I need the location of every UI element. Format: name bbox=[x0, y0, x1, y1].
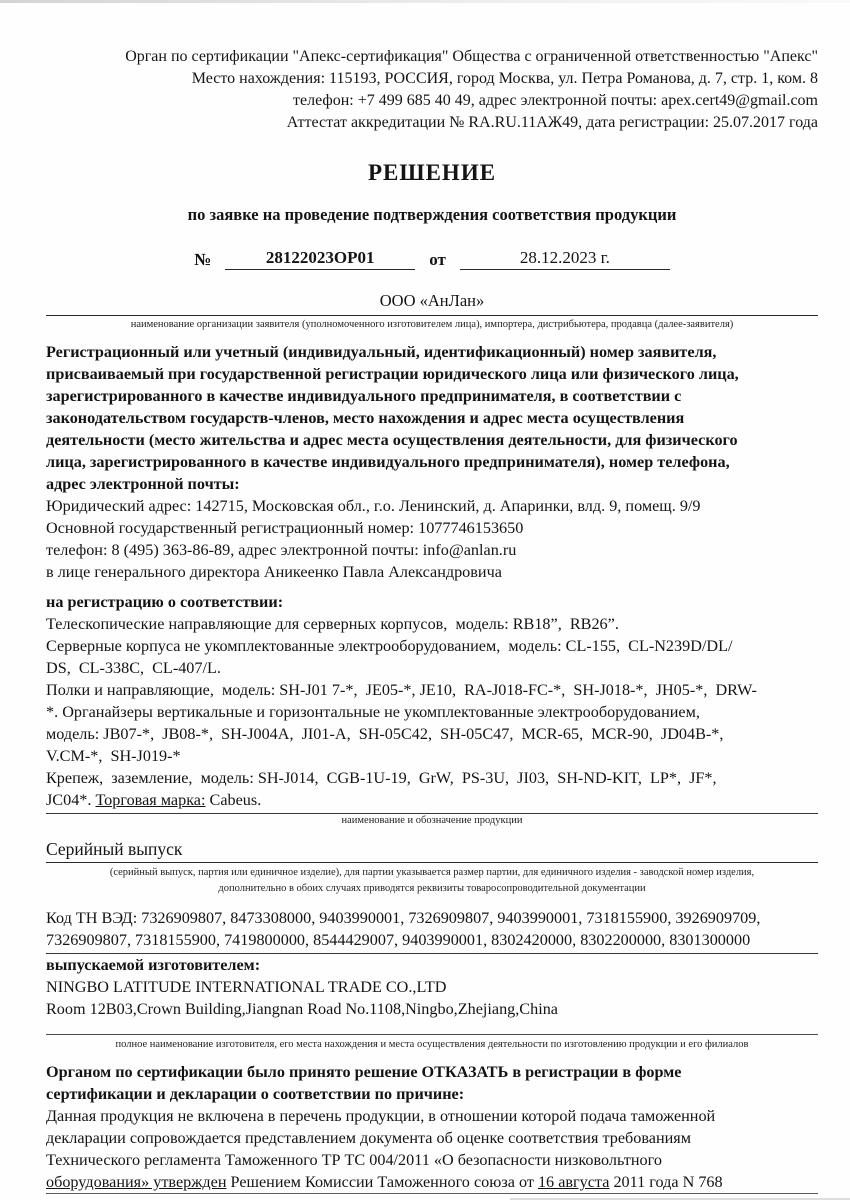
applicant-legal-address: Юридический адрес: 142715, Московская обл., г.о. Ленинский, д. Апаринки, влд. 9, помещ. 9/9 bbox=[46, 497, 701, 515]
registration-info-line: лица, зарегистрированного в качестве индивидуального предпринимателя), номер телефона, bbox=[46, 453, 730, 471]
certification-body-header bbox=[46, 46, 818, 134]
tnved-codes-block bbox=[46, 907, 818, 954]
reason-commission-text: Решением Комиссии Таможенного союза от bbox=[226, 1173, 538, 1191]
product-line: *. Органайзеры вертикальные и горизонтальные не укомплектованные электрооборудованием, bbox=[46, 703, 700, 721]
date-from-label: от bbox=[429, 250, 446, 269]
number-sign-label: № bbox=[194, 250, 212, 269]
serial-release-caption-line: (серийный выпуск, партия или единичное изделие), для партии указывается размер партии, для единичного изделия - заводской номер изделия, bbox=[109, 867, 755, 878]
decision-statement bbox=[46, 1061, 818, 1105]
decision-statement-line: Органом по сертификации было принято решение ОТКАЗАТЬ в регистрации в форме bbox=[46, 1063, 682, 1081]
document-subtitle: по заявке на проведение подтверждения соответствия продукции bbox=[187, 205, 677, 224]
registration-info-line: адрес электронной почты: bbox=[46, 475, 240, 493]
applicant-name: ООО «АнЛан» bbox=[46, 290, 818, 316]
scan-artifact-top bbox=[0, 0, 850, 3]
registration-info-line: присваиваемый при государственной регистрации юридического лица или физического лица, bbox=[46, 365, 739, 383]
manufacturer-caption: полное наименование изготовителя, его места нахождения и места осуществления деятельности по изготовлению продукции и его филиалов bbox=[115, 1039, 749, 1050]
applicant-director: в лице генерального директора Аникеенко Павла Александровича bbox=[46, 563, 502, 581]
reason-regulation-ref: оборудования» утвержден bbox=[46, 1173, 227, 1191]
registration-request-heading: на регистрацию о соответствии: bbox=[46, 593, 284, 611]
trademark-label: Торговая марка: bbox=[95, 791, 206, 809]
certification-body-phone-email: телефон: +7 499 685 40 49, адрес электронной почты: apex.cert49@gmail.com bbox=[293, 92, 818, 109]
tnved-codes-line: Код ТН ВЭД: 7326909807, 8473308000, 9403990001, 7326909807, 9403990001, 7318155900, 3926909709, bbox=[46, 909, 761, 927]
product-line: V.CM-*, SH-J019-* bbox=[46, 747, 181, 765]
decision-reason-line: Данная продукция не включена в перечень продукции, в отношении которой подача таможенной bbox=[46, 1107, 716, 1125]
manufacturer-address: Room 12B03,Crown Building,Jiangnan Road No.1108,Ningbo,Zhejiang,China bbox=[46, 1000, 558, 1018]
registration-info-line: законодательством государств-членов, место нахождения и адрес места осуществления bbox=[46, 409, 685, 427]
product-model-code: JC04*. bbox=[46, 791, 96, 809]
document-title: РЕШЕНИЕ bbox=[367, 160, 497, 185]
product-caption: наименование и обозначение продукции bbox=[341, 815, 523, 826]
applicant-ogrn: Основной государственный регистрационный номер: 1077746153650 bbox=[46, 519, 524, 537]
applicant-phone-email: телефон: 8 (495) 363-86-89, адрес электронной почты: info@anlan.ru bbox=[46, 541, 517, 559]
manufacturer-section bbox=[46, 954, 818, 1051]
decision-number-row bbox=[46, 244, 818, 270]
applicant-section bbox=[46, 290, 818, 331]
registration-info-line: Регистрационный или учетный (индивидуальный, идентификационный) номер заявителя, bbox=[46, 343, 717, 361]
serial-release-heading: Серийный выпуск bbox=[46, 837, 818, 863]
decision-reason-line: Технического регламента Таможенного ТР ТС 004/2011 «О безопасности низковольтного bbox=[46, 1151, 662, 1169]
certification-body-accreditation: Аттестат аккредитации № RA.RU.11АЖ49, дата регистрации: 25.07.2017 года bbox=[286, 114, 818, 131]
product-line: Телескопические направляющие для серверных корпусов, модель: RB18”, RB26”. bbox=[46, 615, 619, 633]
manufacturer-rule-line bbox=[46, 1034, 818, 1035]
manufacturer-heading: выпускаемой изготовителем: bbox=[46, 956, 261, 974]
product-line: Крепеж, заземление, модель: SH-J014, CGB-1U-19, GrW, PS-3U, JI03, SH-ND-KIT, LP*, JF*, bbox=[46, 769, 717, 787]
decision-reason-line: декларации сопровождается представлением документа об оценке соответствия требованиям bbox=[46, 1129, 691, 1147]
certification-body-location: Место нахождения: 115193, РОССИЯ, город Москва, ул. Петра Романова, д. 7, стр. 1, ком. 8 bbox=[191, 70, 818, 87]
applicant-details bbox=[46, 495, 818, 583]
tnved-codes-line: 7326909807, 7318155900, 7419800000, 8544429007, 9403990001, 8302420000, 8302200000, 8301300000 bbox=[46, 931, 751, 949]
decision-statement-line: сертификации и декларации о соответствии по причине: bbox=[46, 1085, 465, 1103]
product-line: DS, CL-338C, CL-407/L. bbox=[46, 659, 221, 677]
product-trademark-line bbox=[46, 789, 818, 811]
applicant-caption: наименование организации заявителя (уполномоченного изготовителем лица), импортера, дистрибьютера, продавца (далее-заявителя) bbox=[130, 319, 734, 330]
certification-body-name: Орган по сертификации "Апекс-сертификация" Общества с ограниченной ответственностью "Апекс" bbox=[125, 48, 818, 65]
decision-number-value: 28122023ОР01 bbox=[225, 248, 415, 270]
registration-info-paragraph bbox=[46, 341, 818, 495]
trademark-value: Cabeus. bbox=[205, 791, 262, 809]
decision-reason bbox=[46, 1105, 818, 1194]
manufacturer-name: NINGBO LATITUDE INTERNATIONAL TRADE CO.,LTD bbox=[46, 978, 447, 996]
product-line: Серверные корпуса не укомплектованные электрооборудованием, модель: CL-155, CL-N239D/DL/ bbox=[46, 637, 733, 655]
reason-doc-number: 2011 года N 768 bbox=[609, 1173, 723, 1191]
product-line: Полки и направляющие, модель: SH-J01 7-*, JE05-*, JE10, RA-J018-FC-*, SH-J018-*, JH05-*, DRW- bbox=[46, 681, 757, 699]
product-description-block bbox=[46, 613, 818, 814]
decision-reason-last-line bbox=[46, 1171, 818, 1194]
serial-release-section bbox=[46, 837, 818, 895]
registration-info-line: зарегистрированного в качестве индивидуального предпринимателя, в соответствии с bbox=[46, 387, 682, 405]
serial-release-caption-line: дополнительно в обоих случаях приводятся реквизиты товаросопроводительной документации bbox=[218, 883, 646, 894]
product-line: модель: JB07-*, JB08-*, SH-J004A, JI01-A, SH-05C42, SH-05C47, MCR-65, MCR-90, JD04B-*, bbox=[46, 725, 724, 743]
registration-info-line: деятельности (место жительства и адрес места осуществления деятельности, для физического bbox=[46, 431, 738, 449]
reason-date-ref: 16 августа bbox=[537, 1173, 610, 1191]
decision-date-value: 28.12.2023 г. bbox=[460, 248, 670, 270]
